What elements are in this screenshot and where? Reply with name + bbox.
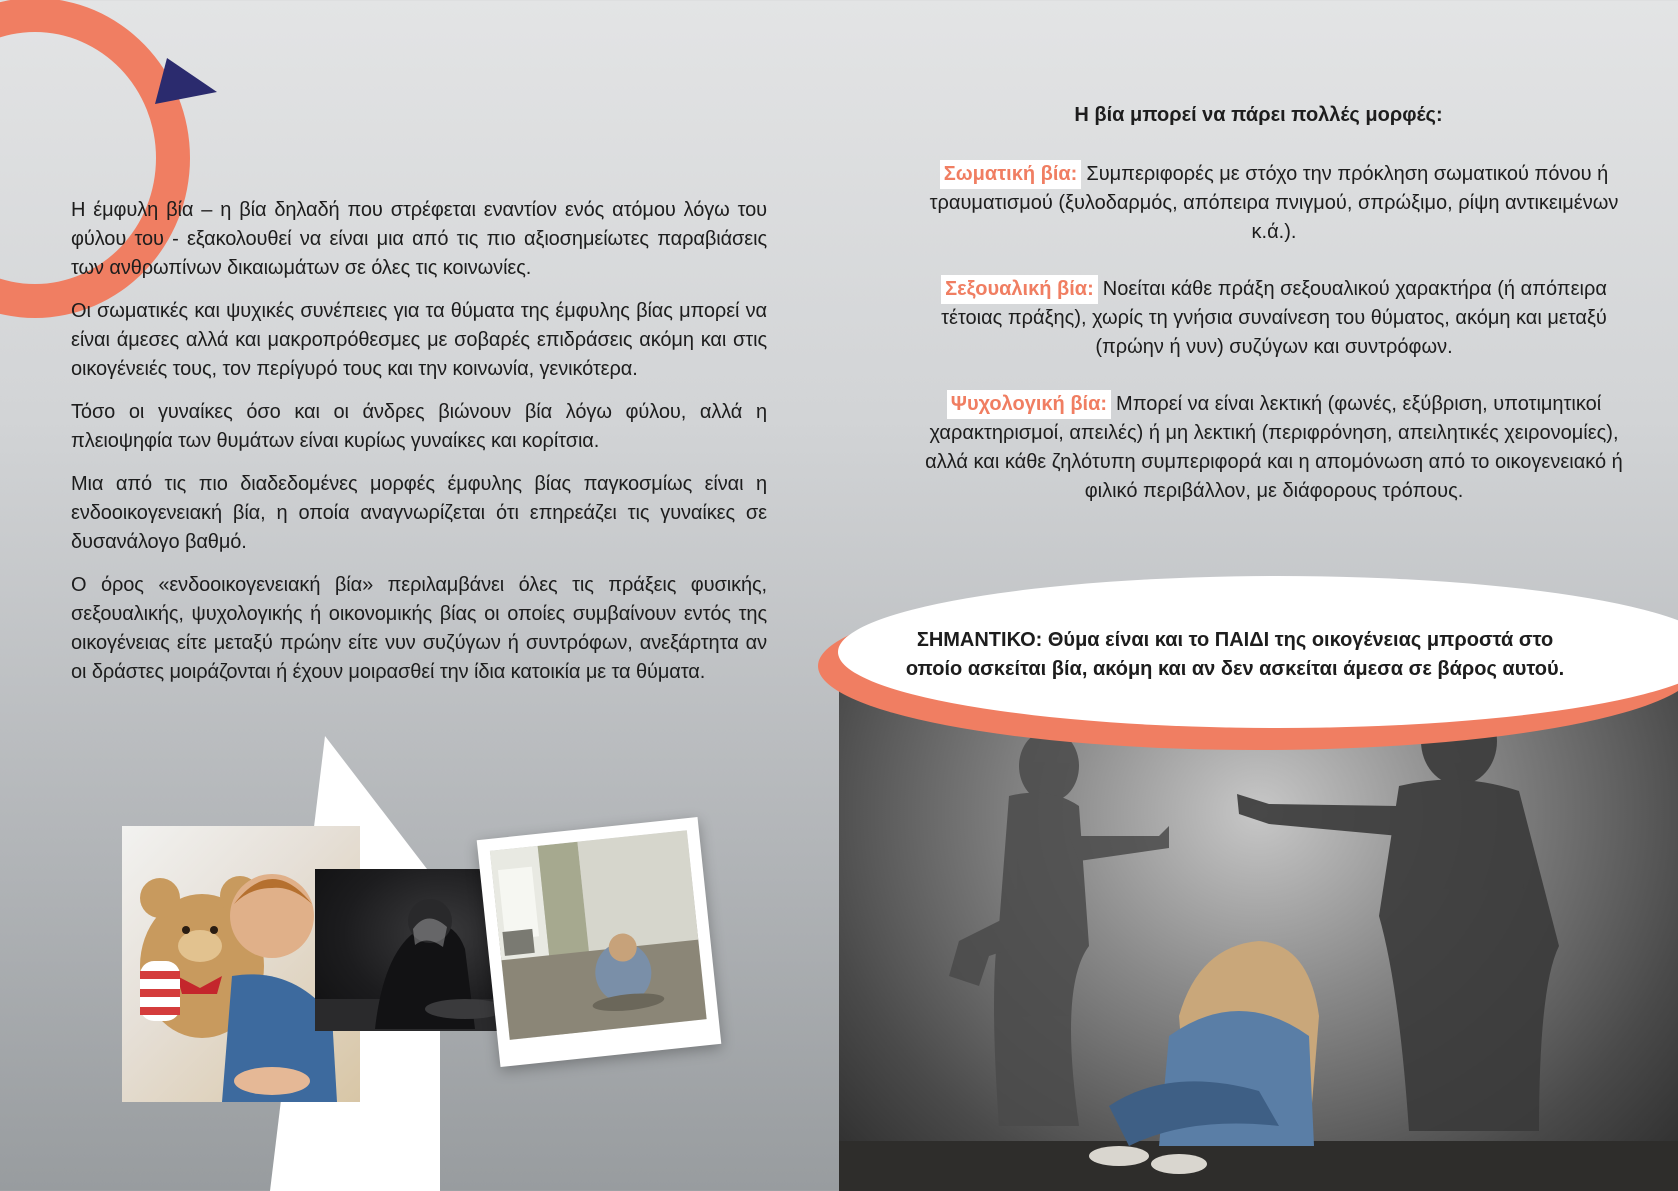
form-label: Ψυχολογική βία: (947, 390, 1111, 419)
photo-child-in-hallway (490, 830, 707, 1040)
form-label: Σωματική βία: (940, 160, 1082, 189)
form-text: Νοείται κάθε πράξη σεξουαλικού χαρακτήρα (ή απόπειρα τέτοιας πράξης), χωρίς τη γνήσια συναίνεση του θύματος, ακόμη και μεταξύ (πρώην ή νυν) συζύγων και συντρόφων. (941, 278, 1607, 358)
form-psychological (909, 390, 1639, 506)
paragraph: Οι σωματικές και ψυχικές συνέπειες για τα θύματα της έμφυλης βίας μπορεί να είναι άμεσες αλλά και μακροπρόθεσμες με σοβαρές επιδράσεις ακόμη και στις οικογένειές τους, τον περίγυρό τους και την κοινωνία, γενικότερα. (71, 300, 767, 380)
form-label: Σεξουαλική βία: (941, 275, 1098, 304)
form-text: Συμπεριφορές με στόχο την πρόκληση σωματικού πόνου ή τραυματισμού (ξυλοδαρμός, απόπειρα πνιγμού, σπρώξιμο, ρίψη αντικειμένων κ.ά.). (929, 163, 1619, 243)
polaroid-photo (477, 817, 722, 1067)
form-physical (909, 160, 1639, 247)
decorative-triangle-icon (155, 58, 217, 104)
form-sexual (909, 275, 1639, 362)
paragraph: Μια από τις πιο διαδεδομένες μορφές έμφυλης βίας παγκοσμίως είναι η ενδοοικογενειακή βία, η οποία αναγνωρίζεται ότι επηρεάζει τις γυναίκες σε δυσανάλογο βαθμό. (71, 473, 767, 553)
paragraph: Τόσο οι γυναίκες όσο και οι άνδρες βιώνουν βία λόγω φύλου, αλλά η πλειοψηφία των θυμάτων είναι κυρίως γυναίκες και κορίτσια. (71, 401, 767, 452)
paragraph: Η έμφυλη βία – η βία δηλαδή που στρέφεται εναντίον ενός ατόμου λόγω του φύλου του - εξακολουθεί να είναι μια από τις πιο αξιοσημείωτες παραβιάσεις των ανθρωπίνων δικαιωμάτων σε όλες τις κοινωνίες. (71, 199, 767, 279)
paragraph: Ο όρος «ενδοοικογενειακή βία» περιλαμβάνει όλες τις πράξεις φυσικής, σεξουαλικής, ψυχολογικής ή οικονομικής βίας οι οποίες συμβαίνουν εντός της οικογένειας είτε μεταξύ πρώην είτε νυν συζύγων ή συντρόφων, ανεξάρτητα αν οι δράστες μοιράζονται ή έχουν μοιρασθεί την ίδια κατοικία με τα θύματα. (71, 574, 767, 683)
photo-sad-woman (315, 869, 509, 1031)
intro-text (71, 196, 767, 701)
form-text: Μπορεί να είναι λεκτική (φωνές, εξύβριση, υποτιμητικοί χαρακτηρισμοί, απειλές) ή μη λεκτική (περιφρόνηση, απειλητικές χειρονομίες), αλλά και κάθε ζηλότυπη συμπεριφορά και η απομόνωση από το οικογενειακό ή φιλικό περιβάλλον, με διάφορους τρόπους. (925, 393, 1623, 502)
photo-domestic-violence-shadows (839, 686, 1678, 1191)
forms-heading: Η βία μπορεί να πάρει πολλές μορφές: (1074, 104, 1443, 126)
important-note: ΣΗΜΑΝΤΙΚΟ: Θύμα είναι και το ΠΑΙΔΙ της οικογένειας μπροστά στο οποίο ασκείται βία, ακόμη και αν δεν ασκείται άμεσα σε βάρος αυτού. (905, 629, 1565, 680)
